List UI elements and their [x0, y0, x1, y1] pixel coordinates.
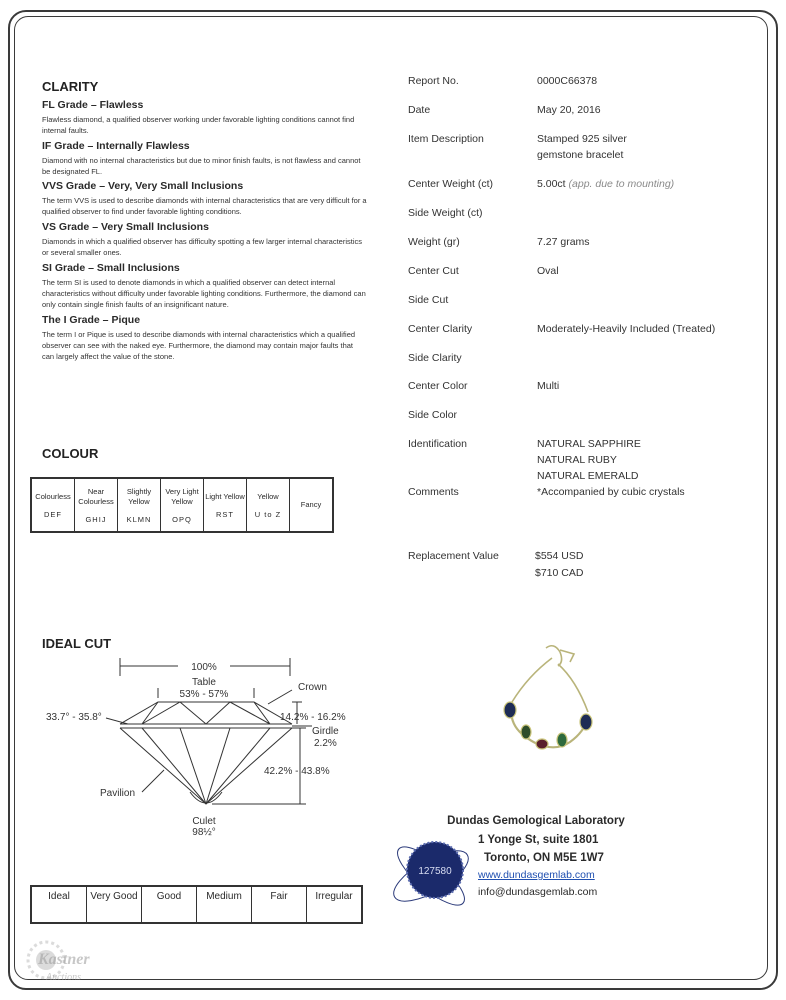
- center-color-label: Center Color: [408, 380, 468, 392]
- colour-cell-grade: RST: [216, 509, 234, 519]
- center-weight-value: 5.00ct: [537, 178, 566, 190]
- colour-cell-grade: DEF: [44, 509, 62, 519]
- kastner-watermark-logo: [12, 928, 122, 992]
- identification-value-3: NATURAL EMERALD: [537, 470, 639, 482]
- cut-grade-table: [30, 885, 363, 924]
- width-label: 100%: [191, 662, 217, 673]
- colour-cell-name: Light Yellow: [205, 491, 245, 501]
- colour-grade-table: [30, 477, 334, 533]
- colour-cell-name: Yellow: [257, 491, 279, 501]
- cut-grade-cell: Very Good: [87, 886, 142, 923]
- sapphire-stone: [504, 702, 516, 718]
- cut-grade-cell: Good: [142, 886, 197, 923]
- weight-gr-value: 7.27 grams: [537, 236, 590, 248]
- grade-vvs-desc: The term VVS is used to describe diamonds with internal characteristics that are very difficult for a qualified observer to find under favorable lighting conditions.: [42, 196, 367, 216]
- grade-if-desc: Diamond with no internal characteristics but due to minor finish faults, is not flawless and cannot be designated FL.: [42, 156, 361, 176]
- table-label: Table: [192, 677, 216, 688]
- diamond-diagram: [30, 652, 370, 842]
- bracelet-photo: [488, 640, 612, 770]
- colour-cell: [161, 478, 204, 532]
- sapphire-stone: [580, 714, 592, 730]
- colour-cell: [247, 478, 290, 532]
- lab-address-1: 1 Yonge St, suite 1801: [478, 834, 599, 846]
- culet-label: Culet: [192, 816, 216, 827]
- cut-grade-cell: Irregular: [307, 886, 363, 923]
- bracelet-chain-right: [558, 664, 588, 712]
- date-label: Date: [408, 104, 431, 116]
- grade-si-desc: The term SI is used to denote diamonds in which a qualified observer can detect internal characteristics without difficulty under favorable lighting conditions. Furthermore, the diamond can only contain single finish faults of an insignificant nature.: [42, 278, 366, 309]
- weight-gr-label: Weight (gr): [408, 236, 460, 248]
- side-clarity-label: Side Clarity: [408, 352, 462, 364]
- center-color-value: Multi: [537, 380, 560, 392]
- identification-value-1: NATURAL SAPPHIRE: [537, 438, 641, 450]
- colour-cell-grade: KLMN: [126, 514, 152, 524]
- lab-name: Dundas Gemological Laboratory: [447, 815, 625, 827]
- colour-cell-name: Near Colourless: [78, 486, 114, 506]
- colour-heading: COLOUR: [42, 446, 99, 461]
- colour-cell-grade: OPQ: [172, 514, 192, 524]
- colour-cell: [75, 478, 118, 532]
- lab-website-link[interactable]: www.dundasgemlab.com: [478, 869, 595, 881]
- center-weight-label: Center Weight (ct): [408, 178, 493, 190]
- lab-address-2: Toronto, ON M5E 1W7: [484, 852, 604, 864]
- replacement-cad: $710 CAD: [535, 567, 584, 579]
- colour-cell: [31, 478, 75, 532]
- colour-cell: [204, 478, 247, 532]
- grade-si-title: SI Grade – Small Inclusions: [42, 262, 180, 274]
- comments-label: Comments: [408, 486, 459, 498]
- identification-label: Identification: [408, 438, 467, 450]
- center-clarity-value: Moderately-Heavily Included (Treated): [537, 323, 716, 335]
- bracelet-clasp: [546, 646, 562, 666]
- girdle-value-label: 2.2%: [314, 738, 337, 749]
- colour-cell-name: Colourless: [35, 491, 71, 501]
- crown-label: Crown: [298, 682, 327, 693]
- item-description-value: Stamped 925 silver: [537, 133, 627, 145]
- pavilion-depth-label: 42.2% - 43.8%: [264, 766, 330, 777]
- identification-value-2: NATURAL RUBY: [537, 454, 617, 466]
- ideal-cut-heading: IDEAL CUT: [42, 636, 112, 651]
- cut-grade-cell: Medium: [197, 886, 252, 923]
- grade-fl-desc: Flawless diamond, a qualified observer working under favorable lighting conditions cannot find internal faults.: [42, 115, 355, 135]
- lab-seal: [385, 820, 485, 920]
- grade-vs-desc: Diamonds in which a qualified observer has difficulty spotting a few larger internal characteristics or several smaller ones.: [42, 237, 363, 257]
- colour-cell: [290, 478, 334, 532]
- colour-cell-grade: GHIJ: [85, 514, 107, 524]
- center-clarity-label: Center Clarity: [408, 323, 473, 335]
- grade-fl-title: FL Grade – Flawless: [42, 99, 144, 111]
- pavilion-label: Pavilion: [100, 788, 136, 799]
- report-no-label: Report No.: [408, 75, 459, 87]
- center-cut-value: Oval: [537, 265, 559, 277]
- colour-cell-name: Very Light Yellow: [165, 486, 199, 506]
- colour-cell-name: Fancy: [300, 500, 322, 509]
- report-no-value: 0000C66378: [537, 75, 598, 87]
- grade-pique-title: The I Grade – Pique: [42, 314, 141, 326]
- emerald-stone: [557, 733, 567, 747]
- item-description-value-2: gemstone bracelet: [537, 149, 624, 161]
- crown-height-label: 14.2% - 16.2%: [280, 712, 346, 723]
- cut-grade-cell: Ideal: [31, 886, 87, 923]
- grade-vs-title: VS Grade – Very Small Inclusions: [42, 221, 209, 233]
- seal-number: 127580: [418, 866, 452, 877]
- emerald-stone: [521, 725, 531, 739]
- crown-angle-label: 33.7° - 35.8°: [46, 712, 102, 723]
- center-weight-value-line: [537, 178, 674, 190]
- colour-cell-grade: U to Z: [254, 509, 282, 519]
- watermark-brand: Kastner: [38, 951, 90, 968]
- girdle-label: Girdle: [312, 726, 339, 737]
- side-color-label: Side Color: [408, 409, 458, 421]
- table-range-label: 53% - 57%: [179, 689, 229, 700]
- cut-grade-cell: Fair: [252, 886, 307, 923]
- replacement-usd: $554 USD: [535, 550, 584, 562]
- clarity-heading: CLARITY: [42, 79, 99, 94]
- grade-vvs-title: VVS Grade – Very, Very Small Inclusions: [42, 180, 244, 192]
- watermark-sub: Auctions: [46, 972, 81, 983]
- side-cut-label: Side Cut: [408, 294, 449, 306]
- date-value: May 20, 2016: [537, 104, 601, 116]
- center-cut-label: Center Cut: [408, 265, 459, 277]
- grade-pique-desc: The term I or Pique is used to describe diamonds with internal characteristics which a qualified observer can see with the naked eye. Furthermore, the diamond may contain major faults that can largely affect the value of the stone.: [42, 330, 356, 361]
- culet-value-label: 98½°: [192, 827, 216, 838]
- item-description-label: Item Description: [408, 133, 484, 145]
- replacement-value-label: Replacement Value: [408, 550, 499, 562]
- center-weight-note: (app. due to mounting): [568, 178, 675, 190]
- ruby-stone: [536, 739, 548, 749]
- bracelet-chain-left: [512, 658, 552, 702]
- bracelet-band: [511, 702, 588, 747]
- comments-value: *Accompanied by cubic crystals: [537, 486, 685, 498]
- side-weight-label: Side Weight (ct): [408, 207, 483, 219]
- colour-cell: [118, 478, 161, 532]
- grade-if-title: IF Grade – Internally Flawless: [42, 140, 190, 152]
- colour-cell-name: Slightly Yellow: [126, 486, 152, 506]
- lab-email: info@dundasgemlab.com: [478, 886, 598, 898]
